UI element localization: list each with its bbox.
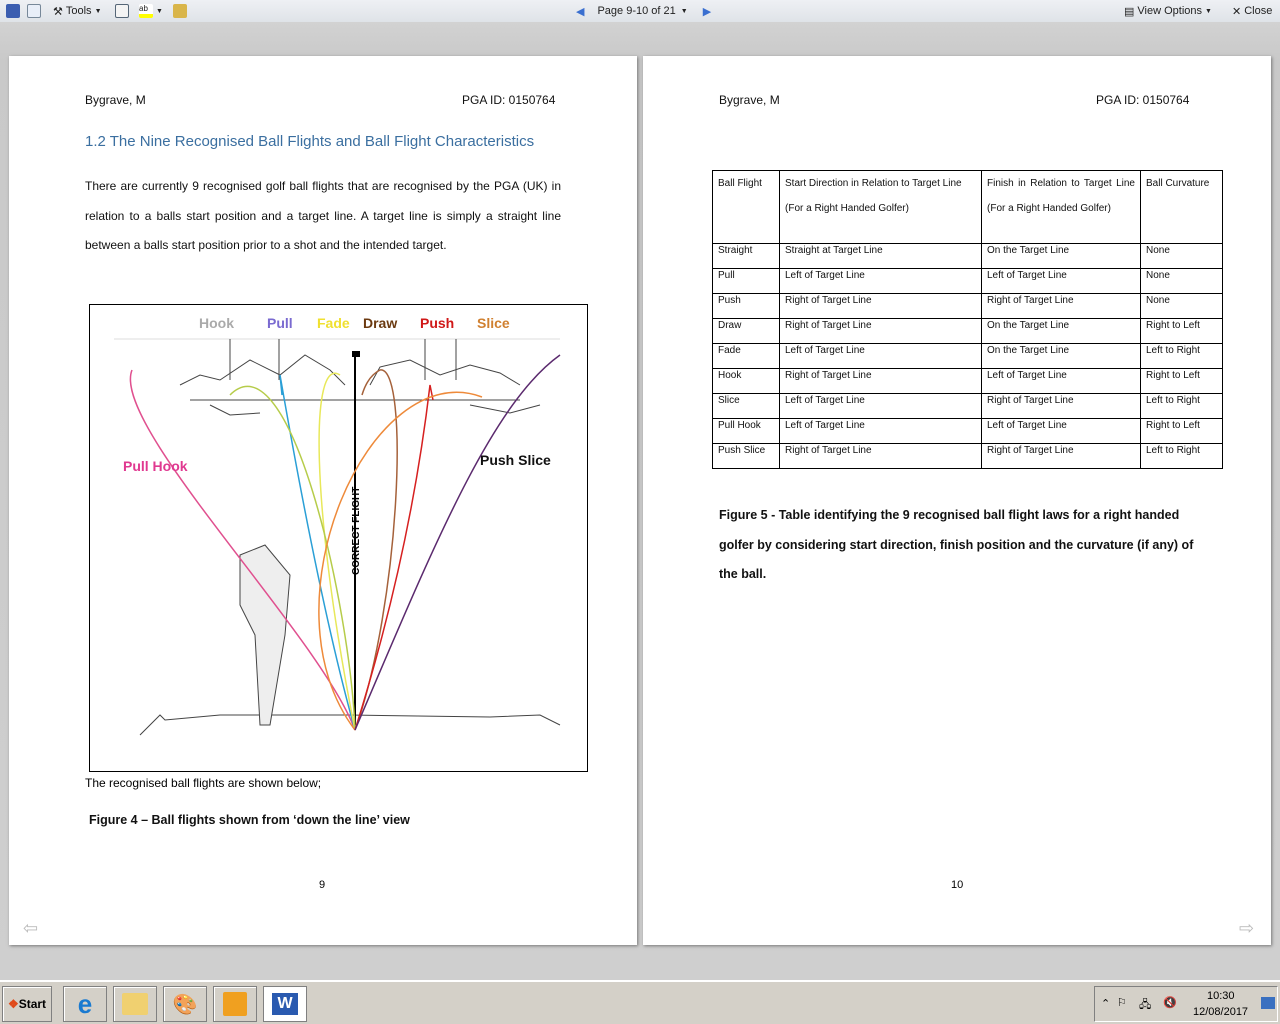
page-9 — [9, 56, 637, 945]
tools-menu[interactable]: ⚒ Tools ▼ — [53, 5, 102, 18]
ball-flights-figure — [89, 304, 588, 772]
table-cell: Left to Right — [1141, 394, 1223, 419]
table-cell: Straight — [713, 244, 780, 269]
table-row — [713, 319, 1223, 344]
word-icon[interactable]: W — [263, 986, 307, 1022]
table-cell: Straight at Target Line — [780, 244, 982, 269]
figure-4-caption: Figure 4 – Ball flights shown from ‘down the line’ view — [89, 813, 410, 827]
table-cell: Right of Target Line — [780, 369, 982, 394]
table-cell: Right to Left — [1141, 319, 1223, 344]
column-header: Ball Curvature — [1141, 171, 1223, 244]
table-cell: On the Target Line — [982, 244, 1141, 269]
table-row — [713, 419, 1223, 444]
show-desktop-icon[interactable] — [1261, 997, 1275, 1009]
next-page-icon[interactable]: ▶ — [702, 5, 712, 18]
table-cell: On the Target Line — [982, 344, 1141, 369]
volume-muted-icon[interactable]: 🔇 — [1163, 997, 1177, 1009]
table-row — [713, 269, 1223, 294]
table-cell: Right of Target Line — [780, 319, 982, 344]
table-cell: None — [1141, 269, 1223, 294]
table-cell: None — [1141, 244, 1223, 269]
intro-paragraph: There are currently 9 recognised golf ball flights that are recognised by the PGA (UK) in relation to a balls start position and a target line. A target line is simply a straight line between a balls start position prior to a shot and the intended target. — [85, 179, 561, 252]
column-header: Start Direction in Relation to Target Line (For a Right Handed Golfer) — [780, 171, 982, 244]
paint-icon[interactable]: 🎨 — [163, 986, 207, 1022]
page-number: 9 — [319, 879, 326, 891]
table-cell: Left of Target Line — [780, 344, 982, 369]
column-header: Ball Flight — [713, 171, 780, 244]
label-draw: Draw — [363, 315, 398, 331]
table-cell: Left to Right — [1141, 444, 1223, 469]
chevron-down-icon: ▼ — [156, 7, 163, 15]
network-icon[interactable]: 🖧 — [1139, 999, 1152, 1011]
table-row — [713, 394, 1223, 419]
ball-flight-diagram — [90, 305, 587, 771]
table-cell: Pull Hook — [713, 419, 780, 444]
highlight-button[interactable] — [139, 3, 163, 19]
table-row — [713, 294, 1223, 319]
label-fade: Fade — [317, 315, 350, 331]
table-cell: Slice — [713, 394, 780, 419]
new-comment-icon[interactable] — [173, 4, 187, 18]
close-icon: ✕ — [1232, 5, 1242, 18]
label-push: Push — [420, 315, 455, 331]
header-author: Bygrave, M — [85, 93, 146, 107]
ball-flight-table — [712, 170, 1223, 469]
windows-logo-icon: ❖ — [7, 997, 19, 1011]
previous-page-icon[interactable]: ◀ — [576, 5, 585, 18]
column-header: Finish in Relation to Target Line (For a Right Handed Golfer) — [982, 171, 1141, 244]
page-10 — [643, 56, 1271, 945]
previous-page-arrow-icon[interactable]: ⇦ — [23, 918, 39, 938]
table-cell: Push Slice — [713, 444, 780, 469]
label-pull: Pull — [267, 315, 293, 331]
label-pull-hook: Pull Hook — [123, 458, 188, 474]
label-slice: Slice — [477, 315, 510, 331]
table-row — [713, 344, 1223, 369]
table-cell: Draw — [713, 319, 780, 344]
figure-intro-text: The recognised ball flights are shown below; — [85, 776, 322, 790]
action-center-flag-icon[interactable]: ⚐ — [1117, 997, 1127, 1009]
label-push-slice: Push Slice — [480, 452, 551, 468]
table-cell: Left of Target Line — [780, 394, 982, 419]
table-cell: Left of Target Line — [780, 419, 982, 444]
page-number: 10 — [951, 879, 964, 891]
page-indicator[interactable]: Page 9-10 of 21 — [597, 5, 676, 17]
section-heading: 1.2 The Nine Recognised Ball Flights and Ball Flight Characteristics — [85, 133, 535, 150]
outlook-icon[interactable] — [213, 986, 257, 1022]
taskbar — [0, 980, 1280, 1024]
print-preview-icon[interactable] — [27, 4, 41, 18]
table-cell: Pull — [713, 269, 780, 294]
save-icon[interactable] — [6, 4, 20, 18]
table-cell: None — [1141, 294, 1223, 319]
start-button[interactable]: ❖ Start — [2, 986, 52, 1022]
next-page-arrow-icon[interactable]: ⇨ — [1239, 918, 1255, 938]
clock-time[interactable]: 10:30 — [1207, 990, 1235, 1002]
table-cell: Hook — [713, 369, 780, 394]
highlight-icon: ab — [139, 4, 153, 18]
file-explorer-icon[interactable] — [113, 986, 157, 1022]
table-cell: Right of Target Line — [780, 294, 982, 319]
header-author: Bygrave, M — [719, 93, 780, 107]
system-tray — [1094, 986, 1278, 1022]
view-options-icon: ▤ — [1124, 5, 1135, 18]
table-cell: Right to Left — [1141, 369, 1223, 394]
table-cell: Right to Left — [1141, 419, 1223, 444]
tools-icon: ⚒ — [53, 5, 63, 18]
table-cell: Right of Target Line — [982, 394, 1141, 419]
chevron-down-icon: ▼ — [1205, 7, 1212, 15]
label-hook: Hook — [199, 315, 234, 331]
clock-date[interactable]: 12/08/2017 — [1193, 1006, 1249, 1018]
table-cell: Left of Target Line — [982, 269, 1141, 294]
table-row — [713, 444, 1223, 469]
translate-icon[interactable] — [115, 4, 129, 18]
close-button[interactable]: ✕ Close — [1232, 5, 1273, 18]
internet-explorer-icon[interactable]: e — [63, 986, 107, 1022]
figure-5-caption: Figure 5 - Table identifying the 9 recognised ball flight laws for a right handed golfer by considering start direction, finish position and the curvature (if any) of the ball. — [719, 508, 1194, 581]
show-hidden-icons[interactable]: ⌃ — [1101, 998, 1111, 1010]
table-cell: Fade — [713, 344, 780, 369]
chevron-down-icon: ▼ — [94, 7, 102, 15]
table-cell: Left to Right — [1141, 344, 1223, 369]
chevron-down-icon[interactable]: ▼ — [680, 7, 688, 15]
table-cell: Right of Target Line — [780, 444, 982, 469]
table-header-row — [713, 171, 1223, 244]
header-pga-id: PGA ID: 0150764 — [462, 93, 556, 107]
table-cell: Right of Target Line — [982, 444, 1141, 469]
view-options-button[interactable]: ▤ View Options ▼ — [1124, 5, 1212, 18]
table-cell: Right of Target Line — [982, 294, 1141, 319]
table-row — [713, 244, 1223, 269]
table-cell: Left of Target Line — [982, 419, 1141, 444]
table-cell: Left of Target Line — [982, 369, 1141, 394]
table-row — [713, 369, 1223, 394]
header-pga-id: PGA ID: 0150764 — [1096, 93, 1190, 107]
reading-toolbar — [0, 0, 1280, 22]
correct-flight-label: CORRECT FLIGHT — [351, 486, 362, 575]
table-cell: Left of Target Line — [780, 269, 982, 294]
table-cell: Push — [713, 294, 780, 319]
table-cell: On the Target Line — [982, 319, 1141, 344]
